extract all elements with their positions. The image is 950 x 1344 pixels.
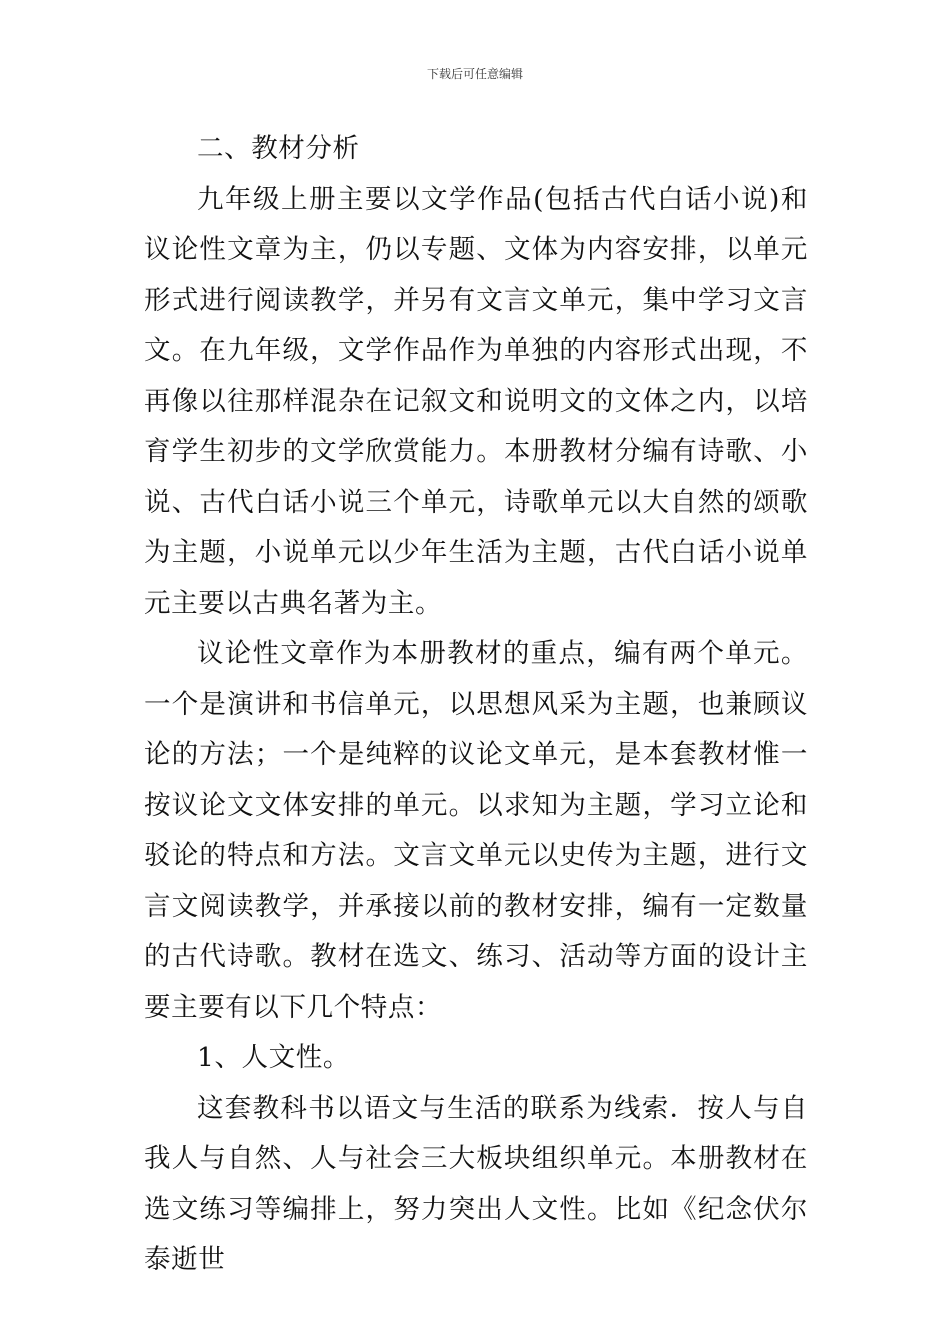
- document-body: [144, 124, 808, 1286]
- paragraph: 议论性文章作为本册教材的重点，编有两个单元。一个是演讲和书信单元，以思想风采为主题，也兼顾议论的方法；一个是纯粹的议论文单元，是本套教材惟一按议论文文体安排的单元。以求知为主题，学习立论和驳论的特点和方法。文言文单元以史传为主题，进行文言文阅读教学，并承接以前的教材安排，编有一定数量的古代诗歌。教材在选文、练习、活动等方面的设计主要主要有以下几个特点：: [144, 638, 808, 1023]
- paragraph: 这套教科书以语文与生活的联系为线索．按人与自我人与自然、人与社会三大板块组织单元。本册教材在选文练习等编排上，努力突出人文性。比如《纪念伏尔泰逝世: [144, 1092, 808, 1275]
- page-header: 下载后可任意编辑: [426, 67, 523, 81]
- subheading: 1、人文性。: [197, 1042, 350, 1073]
- section-heading: 二、教材分析: [197, 133, 360, 164]
- paragraph: 九年级上册主要以文学作品(包括古代白话小说)和议论性文章为主，仍以专题、文体为内容安排，以单元形式进行阅读教学，并另有文言文单元，集中学习文言文。在九年级，文学作品作为单独的内容形式出现，不再像以往那样混杂在记叙文和说明文的文体之内，以培育学生初步的文学欣赏能力。本册教材分编有诗歌、小说、古代白话小说三个单元，诗歌单元以大自然的颂歌为主题，小说单元以少年生活为主题，古代白话小说单元主要以古典名著为主。: [144, 183, 808, 619]
